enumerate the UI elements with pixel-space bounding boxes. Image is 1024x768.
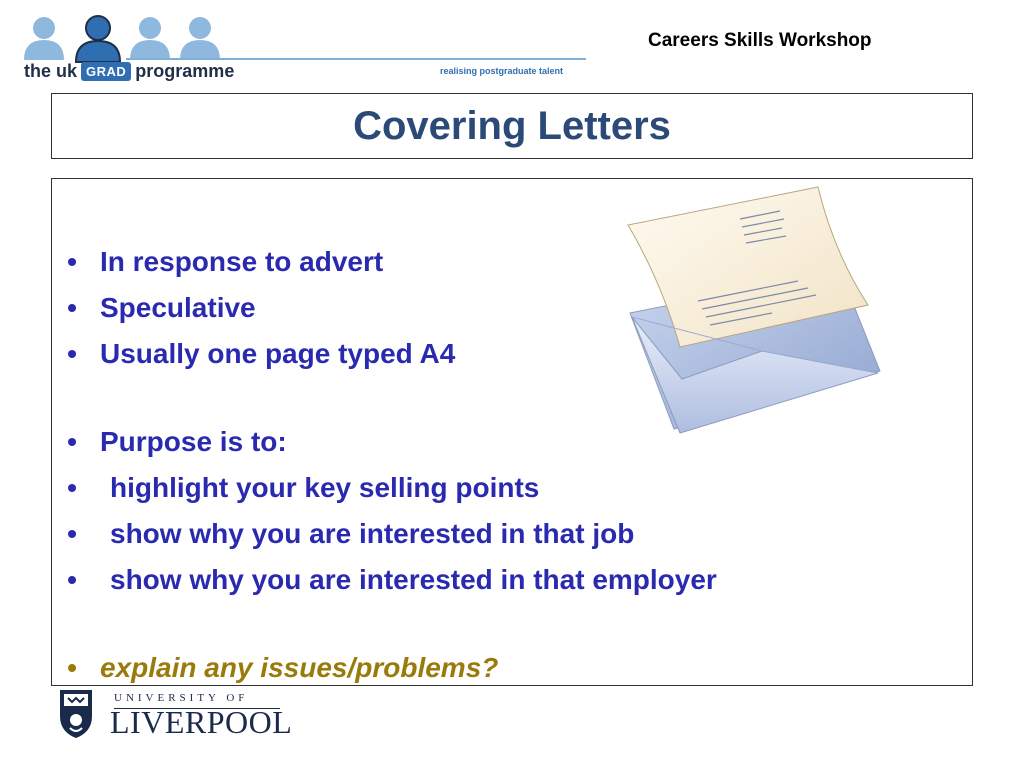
bullet-list (62, 239, 717, 691)
logo-grad-badge: GRAD (81, 62, 131, 81)
bullet-item: • highlight your key selling points (62, 465, 717, 511)
bullet-item: • show why you are interested in that employer (62, 557, 717, 603)
logo-prefix: the uk (24, 61, 78, 81)
liverpool-label: LIVERPOOL (110, 704, 293, 740)
logo-divider (126, 58, 586, 60)
bullet-item: • Usually one page typed A4 (62, 331, 717, 377)
slide-title: Covering Letters (353, 103, 671, 148)
bullet-item: • Speculative (62, 285, 717, 331)
bullet-item: • Purpose is to: (62, 419, 717, 465)
university-logo (58, 686, 293, 750)
bullet-item: • show why you are interested in that job (62, 511, 717, 557)
workshop-title: Careers Skills Workshop (648, 30, 872, 51)
bullet-item: • In response to advert (62, 239, 717, 285)
title-box (51, 93, 973, 159)
content-box (51, 178, 973, 686)
envelope-letter-icon (622, 183, 912, 443)
university-of-label: UNIVERSITY OF (114, 692, 249, 704)
uk-grad-programme-logo (22, 14, 567, 84)
logo-tagline: realising postgraduate talent (440, 66, 564, 76)
bullet-item-emphasis: • explain any issues/problems? (62, 645, 717, 691)
crest-icon (58, 688, 94, 740)
logo-suffix: programme (135, 61, 235, 81)
logo-wordmark (24, 61, 234, 82)
